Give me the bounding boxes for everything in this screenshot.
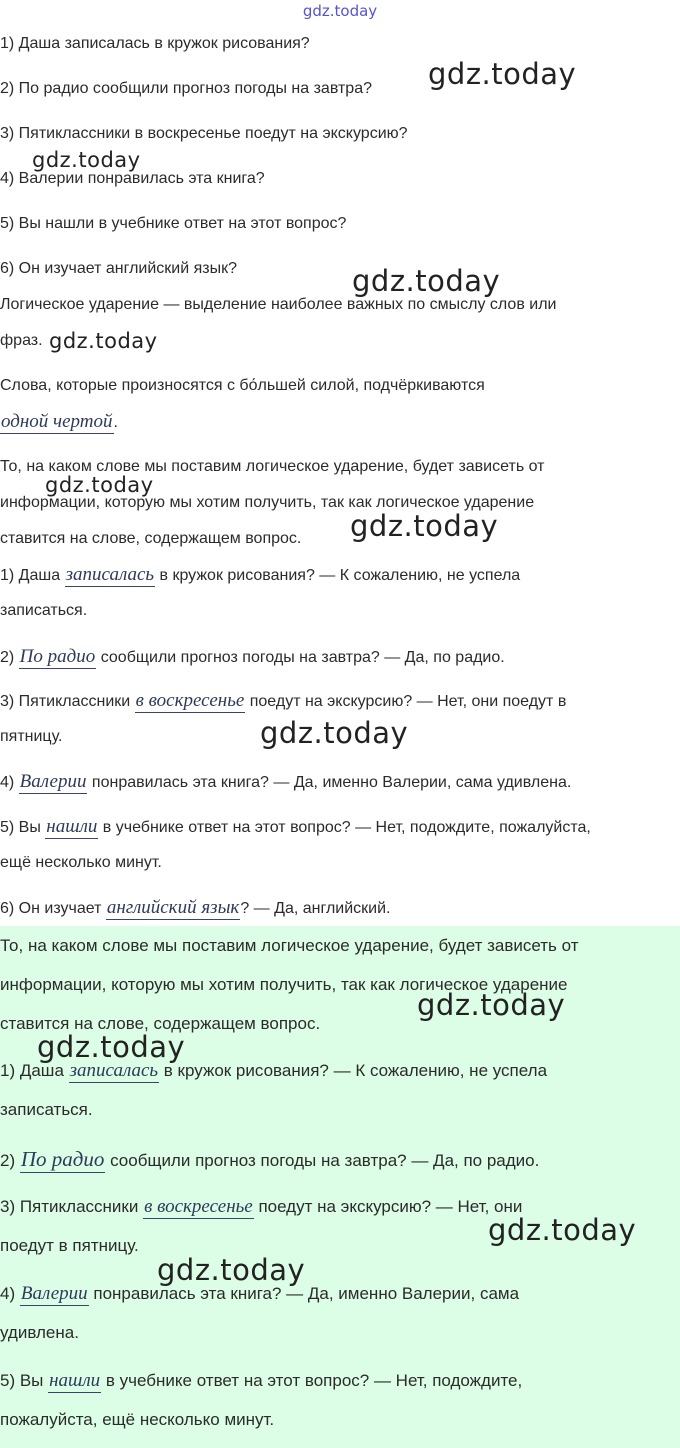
watermark: gdz.today <box>32 148 141 172</box>
answer-4: 4) Валерии понравилась эта книга? — Да, именно Валерии, сама удивлена. <box>0 771 572 792</box>
handwritten-stress-word: По радио <box>20 1147 105 1171</box>
definition-line-2: фраз. <box>0 332 43 349</box>
watermark: gdz.today <box>488 1213 637 1247</box>
green-answer-1-cont: записаться. <box>0 1100 93 1119</box>
green-answer-5-cont: пожалуйста, ещё несколько минут. <box>0 1410 275 1429</box>
answer-1-cont: записаться. <box>0 602 88 619</box>
watermark: gdz.today <box>352 264 501 298</box>
question-4: 4) Валерии понравилась эта книга? <box>0 170 265 187</box>
answer-5: 5) Вы нашли в учебнике ответ на этот вопрос? — Нет, подождите, пожалуйста, <box>0 816 591 837</box>
question-3: 3) Пятиклассники в воскресенье поедут на экскурсию? <box>0 125 408 142</box>
green-answer-4-cont: удивлена. <box>0 1323 79 1342</box>
green-answer-1: 1) Даша записалась в кружок рисования? — К сожалению, не успела <box>0 1060 548 1081</box>
explanation-line-1: То, на каком слове мы поставим логическое ударение, будет зависеть от <box>0 458 545 475</box>
green-explanation-line-2: информации, которую мы хотим получить, так как логическое ударение <box>0 975 568 994</box>
watermark: gdz.today <box>428 57 577 91</box>
green-answer-5: 5) Вы нашли в учебнике ответ на этот вопрос? — Нет, подождите, <box>0 1370 523 1391</box>
watermark: gdz.today <box>45 473 154 497</box>
answer-6: 6) Он изучает английский язык? — Да, английский. <box>0 897 391 918</box>
handwritten-stress-word: Валерии <box>19 771 87 792</box>
answer-3: 3) Пятиклассники в воскресенье поедут на экскурсию? — Нет, они поедут в <box>0 690 567 711</box>
handwritten-stress-word: английский язык <box>106 897 240 918</box>
handwritten-stress-word: По радио <box>19 646 96 667</box>
handwritten-stress-word: нашли <box>46 816 98 837</box>
question-6: 6) Он изучает английский язык? <box>0 260 238 277</box>
watermark: gdz.today <box>157 1253 306 1287</box>
handwritten-stress-word: нашли <box>49 1370 101 1391</box>
question-1: 1) Даша записалась в кружок рисования? <box>0 35 310 52</box>
answer-3-cont: пятницу. <box>0 728 63 745</box>
handwritten-answer: одной чертой <box>1 411 113 432</box>
green-answer-4: 4) Валерии понравилась эта книга? — Да, именно Валерии, сама <box>0 1283 520 1304</box>
green-explanation-line-1: То, на каком слове мы поставим логическое ударение, будет зависеть от <box>0 936 579 955</box>
green-explanation-line-3: ставится на слове, содержащем вопрос. <box>0 1014 321 1033</box>
green-answer-block <box>0 926 680 1448</box>
handwritten-stress-word: в воскресенье <box>135 690 245 711</box>
watermark: gdz.today <box>49 329 158 353</box>
watermark: gdz.today <box>260 716 409 750</box>
answer-1: 1) Даша записалась в кружок рисования? — К сожалению, не успела <box>0 564 521 585</box>
definition-line-1: Логическое ударение — выделение наиболее важных по смыслу слов или <box>0 296 557 313</box>
underline-rule-answer-line <box>0 410 118 435</box>
question-5: 5) Вы нашли в учебнике ответ на этот вопрос? <box>0 215 347 232</box>
handwritten-stress-word: записалась <box>65 564 155 585</box>
explanation-line-2: информации, которую мы хотим получить, так как логическое ударение <box>0 494 535 511</box>
top-watermark: gdz.today <box>302 2 378 20</box>
handwritten-stress-word: записалась <box>69 1060 159 1081</box>
watermark: gdz.today <box>417 988 566 1022</box>
green-answer-3-cont: поедут в пятницу. <box>0 1236 139 1255</box>
handwritten-stress-word: в воскресенье <box>144 1196 253 1217</box>
watermark: gdz.today <box>37 1030 186 1064</box>
underline-rule-text: Слова, которые произносятся с бо́льшей силой, подчёркиваются <box>0 377 485 394</box>
handwritten-stress-word: Валерии <box>20 1283 88 1304</box>
green-answer-2: 2) По радио сообщили прогноз погоды на завтра? — Да, по радио. <box>0 1147 540 1171</box>
question-2: 2) По радио сообщили прогноз погоды на завтра? <box>0 80 372 97</box>
watermark: gdz.today <box>350 509 499 543</box>
answer-2: 2) По радио сообщили прогноз погоды на завтра? — Да, по радио. <box>0 646 505 667</box>
green-answer-3: 3) Пятиклассники в воскресенье поедут на экскурсию? — Нет, они <box>0 1196 523 1217</box>
answer-5-cont: ещё несколько минут. <box>0 854 162 871</box>
explanation-line-3: ставится на слове, содержащем вопрос. <box>0 530 302 547</box>
answer-period: . <box>113 414 118 431</box>
